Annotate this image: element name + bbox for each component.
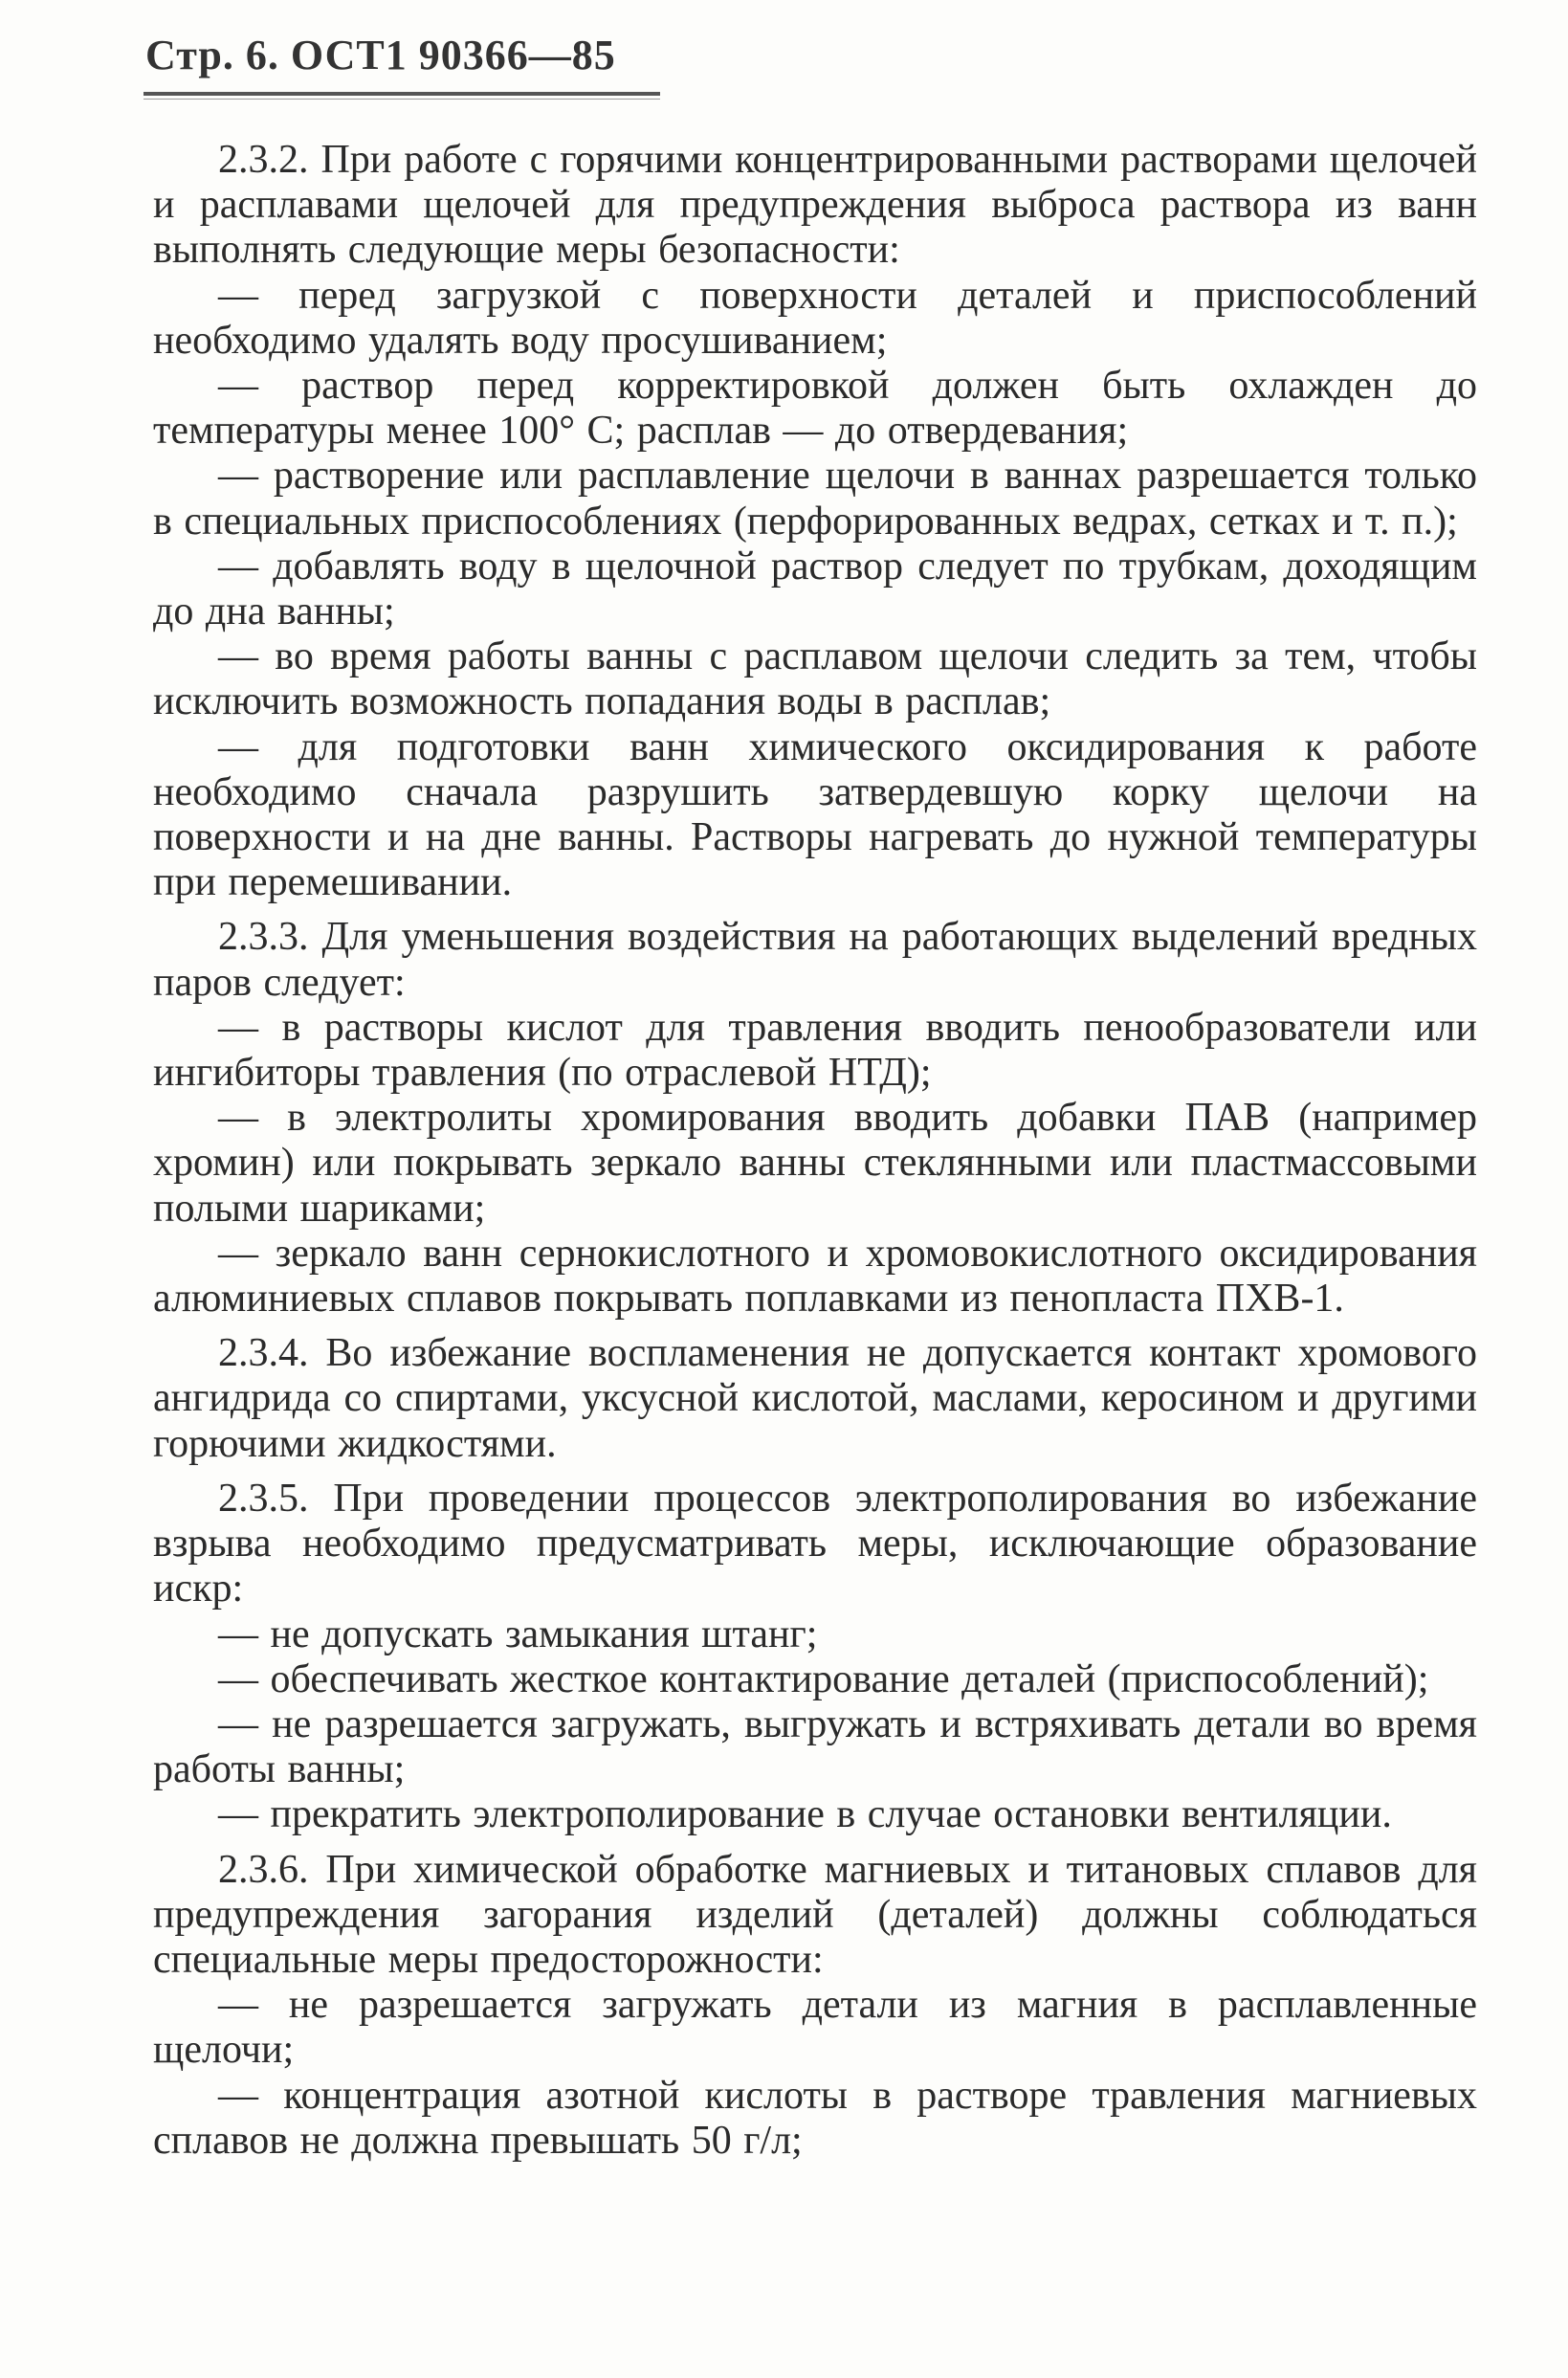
- header-rule-thin: [144, 99, 660, 100]
- section-2-3-6: 2.3.6. При химической обработке магниевых и титановых сплавов для предупреждения загорания изделий (деталей) должны соблюдаться специальные меры предосторожности:: [153, 1847, 1477, 1982]
- list-item: — не разрешается загружать, выгружать и встряхивать детали во время работы ванны;: [153, 1701, 1477, 1792]
- list-item: — в электролиты хромирования вводить добавки ПАВ (например хромин) или покрывать зеркало ванны стеклянными или пластмассовыми полыми шариками;: [153, 1096, 1477, 1231]
- page-header: Стр. 6. ОСТ1 90366—85: [145, 32, 616, 78]
- list-item: — зеркало ванн сернокислотного и хромовокислотного оксидирования алюминиевых сплавов покрывать поплавками из пенопласта ПХВ-1.: [153, 1231, 1477, 1322]
- list-item: — не разрешается загружать детали из магния в расплавленные щелочи;: [153, 1983, 1477, 2073]
- list-item: — растворение или расплавление щелочи в ваннах разрешается только в специальных приспособлениях (перфорированных ведрах, сетках и т. п.);: [153, 454, 1477, 544]
- header-rule: [144, 92, 660, 96]
- list-item: — раствор перед корректировкой должен быть охлажден до температуры менее 100° С; расплав — до отвердевания;: [153, 364, 1477, 454]
- list-item: — во время работы ванны с расплавом щелочи следить за тем, чтобы исключить возможность попадания воды в расплав;: [153, 634, 1477, 724]
- list-item: — не допускать замыкания штанг;: [218, 1611, 818, 1656]
- section-2-3-3: 2.3.3. Для уменьшения воздействия на работающих выделений вредных паров следует:: [153, 915, 1477, 1005]
- section-2-3-5: 2.3.5. При проведении процессов электрополирования во избежание взрыва необходимо предусматривать меры, исключающие образование искр:: [153, 1476, 1477, 1611]
- list-item: — для подготовки ванн химического оксидирования к работе необходимо сначала разрушить затвердевшую корку щелочи на поверхности и на дне ванны. Растворы нагревать до нужной температуры при перемешивании.: [153, 724, 1477, 905]
- section-2-3-4: 2.3.4. Во избежание воспламенения не допускается контакт хромового ангидрида со спиртами, уксусной кислотой, маслами, керосином и другими горючими жидкостями.: [153, 1331, 1477, 1466]
- body-text: [153, 138, 1477, 2164]
- list-item: — концентрация азотной кислоты в растворе травления магниевых сплавов не должна превышать 50 г/л;: [153, 2073, 1477, 2163]
- list-item: — обеспечивать жесткое контактирование деталей (приспособлений);: [218, 1656, 1429, 1701]
- list-item: — добавлять воду в щелочной раствор следует по трубкам, доходящим до дна ванны;: [153, 544, 1477, 634]
- section-2-3-2: 2.3.2. При работе с горячими концентрированными растворами щелочей и расплавами щелочей для предупреждения выброса раствора из ванн выполнять следующие меры безопасности:: [153, 138, 1477, 273]
- list-item: — в растворы кислот для травления вводить пенообразователи или ингибиторы травления (по отраслевой НТД);: [153, 1005, 1477, 1096]
- list-item: — перед загрузкой с поверхности деталей и приспособлений необходимо удалять воду просушиванием;: [153, 273, 1477, 363]
- list-item: — прекратить электрополирование в случае остановки вентиляции.: [218, 1792, 1392, 1837]
